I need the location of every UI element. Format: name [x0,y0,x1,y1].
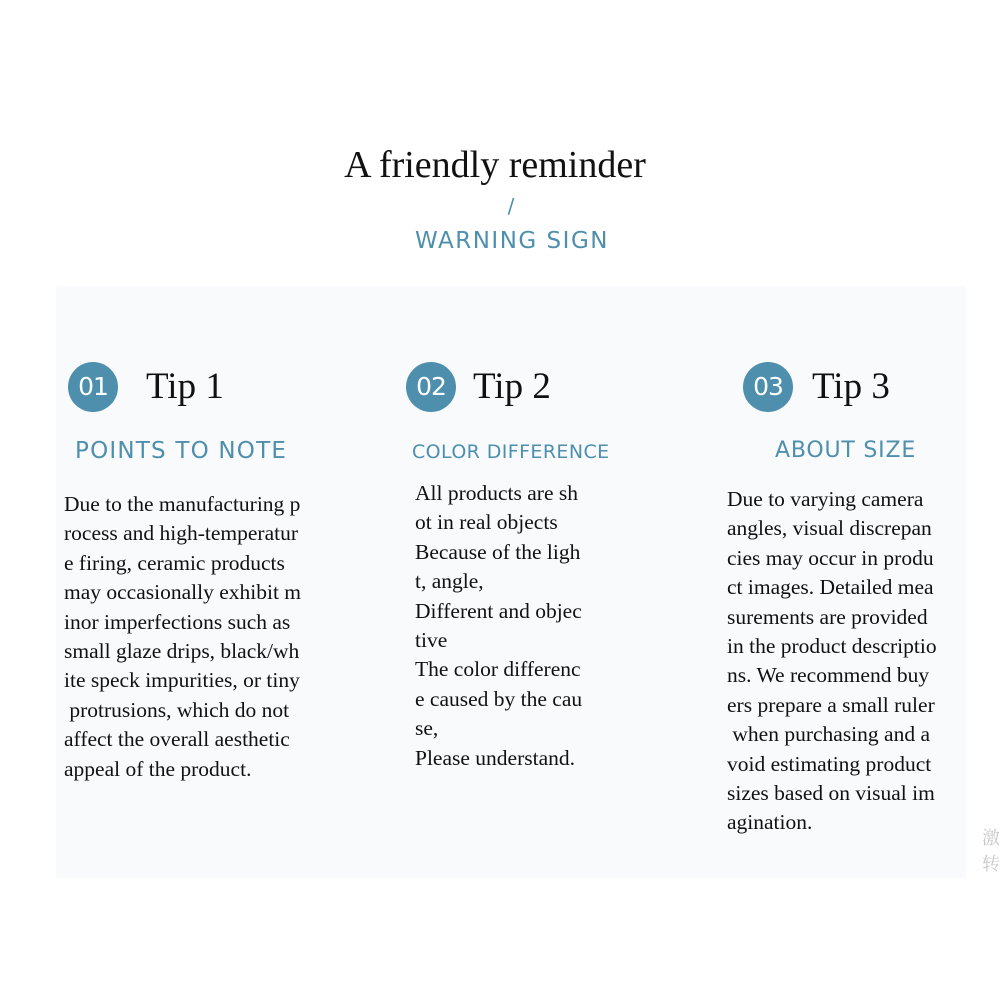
page-subtitle: WARNING SIGN [415,228,609,254]
tip-2-body: All products are sh ot in real objects Because of the ligh t, angle, Different and objec tive The color differenc e caused by the cau se, Please understand. [415,481,583,770]
tip-2-title: Tip 2 [473,366,551,407]
tip-3-title: Tip 3 [812,366,890,407]
tip-2-subtitle: COLOR DIFFERENCE [412,441,610,463]
watermark-text [982,826,1000,878]
tip-1-subtitle: POINTS TO NOTE [75,438,288,464]
watermark-line-2: 转 [982,854,1000,875]
tip-1-title: Tip 1 [146,366,224,407]
tip-3-body: Due to varying camera angles, visual discrepan cies may occur in produ ct images. Detailed mea surements are provided in the product descriptio ns. We recommend buy ers prepare a small ruler when purchasing and a void estimating product sizes based on visual im agination. [727,487,937,835]
tip-2-number-badge: 02 [406,362,456,412]
title-separator: / [507,194,515,218]
tip-1-body: Due to the manufacturing p rocess and high-temperatur e firing, ceramic products may occasionally exhibit m inor imperfections such as small glaze drips, black/wh ite speck impurities, or tiny protrusions, which do not affect the overall aesthetic appeal of the product. [64,492,302,781]
tip-3-subtitle: ABOUT SIZE [775,438,917,463]
tip-1-number-badge: 01 [68,362,118,412]
page-title: A friendly reminder [344,144,646,186]
watermark-line-1: 激 [982,828,1000,849]
tip-3-number-badge: 03 [743,362,793,412]
